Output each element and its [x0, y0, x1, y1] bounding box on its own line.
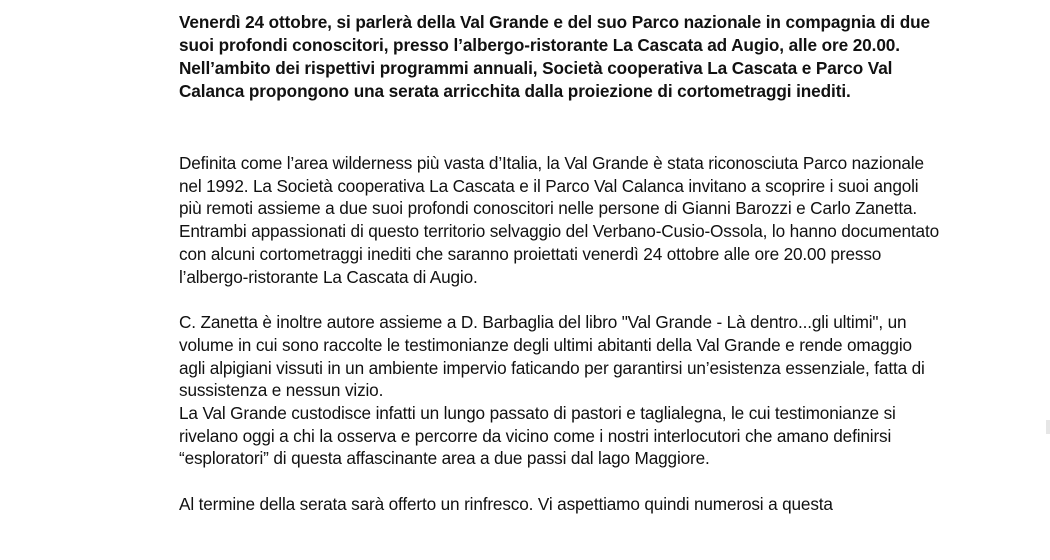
document-page	[179, 11, 939, 516]
scrollbar-edge	[1046, 420, 1050, 434]
intro-announcement: Venerdì 24 ottobre, si parlerà della Val Grande e del suo Parco nazionale in compagnia di due suoi profondi conoscitori, presso l’albergo-ristorante La Cascata ad Augio, alle ore 20.00.	[179, 12, 931, 55]
intro-section	[179, 11, 939, 103]
paragraph-closing: Al termine della serata sarà offerto un rinfresco. Vi aspettiamo quindi numerosi a questa	[179, 494, 833, 515]
intro-context: Nell’ambito dei rispettivi programmi annuali, Società cooperativa La Cascata e Parco Val Calanca propongono una serata arricchita dalla proiezione di cortometraggi inediti.	[179, 58, 893, 101]
paragraph-val-grande: Definita come l’area wilderness più vasta d’Italia, la Val Grande è stata riconosciuta Parco nazionale nel 1992. La Società cooperativa La Cascata e il Parco Val Calanca invitano a scoprire i suoi angoli più remoti assieme a due suoi profondi conoscitori nelle persone di Gianni Barozzi e Carlo Zanetta. Entrambi appassionati di questo territorio selvaggio del Verbano-Cusio-Ossola, lo hanno documentato con alcuni cortometraggi inediti che saranno proiettati venerdì 24 ottobre alle ore 20.00 presso l’albergo-ristorante La Cascata di Augio.	[179, 153, 939, 287]
paragraph-history: La Val Grande custodisce infatti un lungo passato di pastori e taglialegna, le cui testimonianze si rivelano oggi a chi la osserva e percorre da vicino come i nostri interlocutori che amano definirsi “esploratori” di questa affascinante area a due passi dal lago Maggiore.	[179, 403, 896, 469]
body-section	[179, 152, 939, 516]
paragraph-gap	[179, 470, 939, 493]
paragraph-gap	[179, 288, 939, 311]
paragraph-book: C. Zanetta è inoltre autore assieme a D. Barbaglia del libro "Val Grande - Là dentro...gli ultimi", un volume in cui sono raccolte le testimonianze degli ultimi abitanti della Val Grande e rende omaggio agli alpigiani vissuti in un ambiente impervio faticando per garantirsi un’esistenza essenziale, fatta di sussistenza e nessun vizio.	[179, 312, 925, 401]
